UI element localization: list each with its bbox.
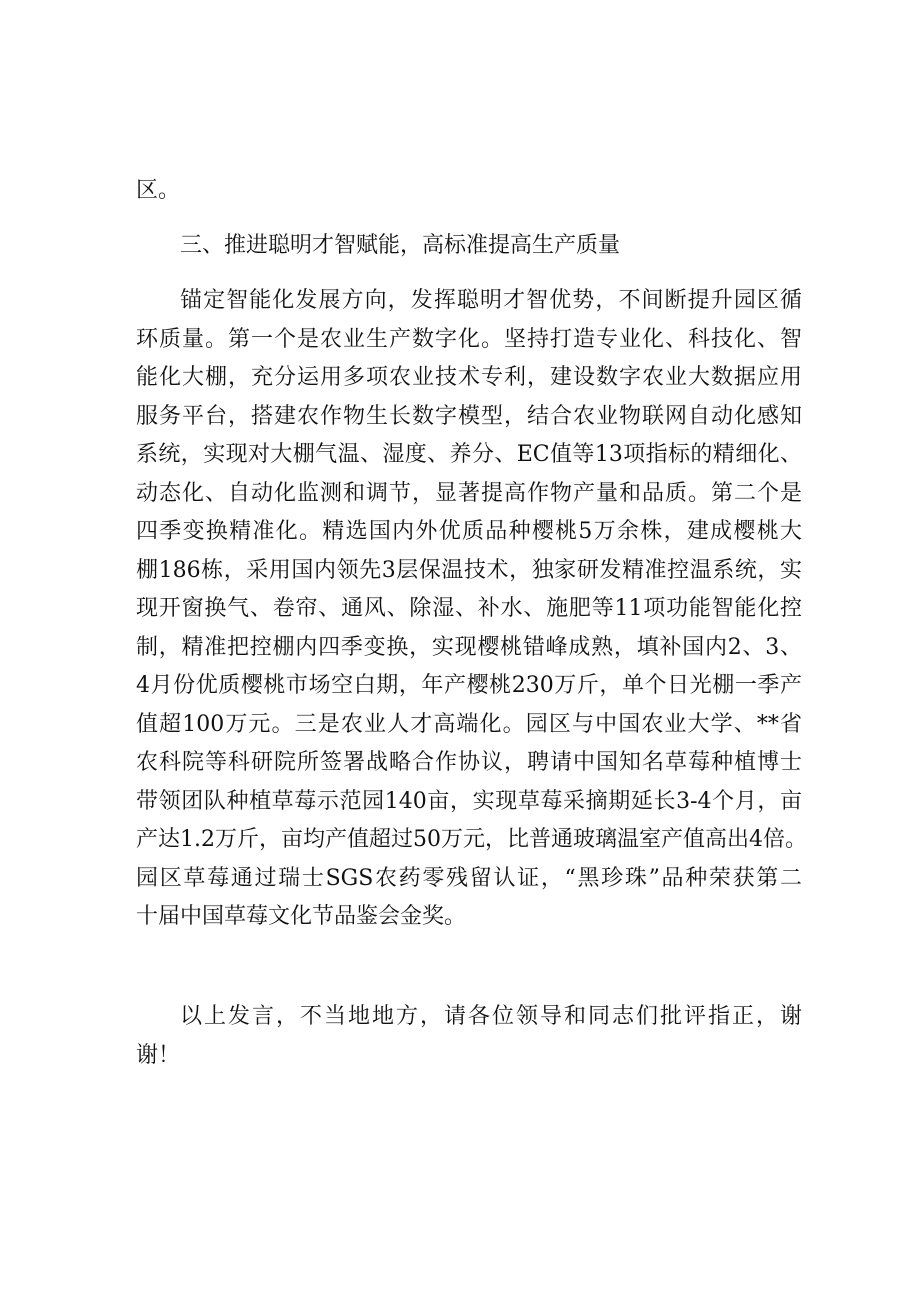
paragraph-line: 谢！: [136, 1042, 181, 1068]
paragraph-line: 现开窗换气、卷帘、通风、除湿、补水、施肥等11项功能智能化控: [136, 596, 802, 621]
paragraph-line: 农科院等科研院所签署战略合作协议，聘请中国知名草莓种植博士: [136, 750, 802, 775]
closing-paragraph: [136, 998, 802, 1075]
paragraph-line: 值超100万元。三是农业人才高端化。园区与中国农业大学、**省: [136, 711, 802, 737]
paragraph-line: 以上发言，不当地地方，请各位领导和同志们批评指正，谢: [180, 1004, 802, 1029]
paragraph-line: 4月份优质樱桃市场空白期，年产樱桃230万斤，单个日光棚一季产: [136, 673, 802, 698]
paragraph-line: 棚186栋，采用国内领先3层保温技术，独家研发精准控温系统，实: [136, 557, 802, 583]
section-heading: [136, 227, 802, 266]
paragraph-line: 制，精准把控棚内四季变换，实现樱桃错峰成熟，填补国内2、3、: [136, 634, 802, 660]
paragraph-line: 带领团队种植草莓示范园140亩，实现草莓采摘期延长3-4个月，亩: [136, 788, 802, 814]
paragraph-line: 环质量。第一个是农业生产数字化。坚持打造专业化、科技化、智: [136, 326, 802, 352]
carryover-paragraph: [136, 172, 802, 211]
body-paragraph: [136, 282, 807, 937]
paragraph-line: 服务平台，搭建农作物生长数字模型，结合农业物联网自动化感知: [136, 403, 802, 429]
paragraph-line: 锚定智能化发展方向，发挥聪明才智优势，不间断提升园区循: [180, 288, 802, 313]
paragraph-line: 十届中国草莓文化节品鉴会金奖。: [136, 904, 467, 929]
paragraph-line: 能化大棚，充分运用多项农业技术专利，建设数字农业大数据应用: [136, 365, 802, 390]
paragraph-line: 四季变换精准化。精选国内外优质品种樱桃5万余株，建成樱桃大: [136, 519, 802, 544]
paragraph-line: 产达1.2万斤，亩均产值超过50万元，比普通玻璃温室产值高出4倍。: [136, 827, 807, 852]
paragraph-line: 区。: [136, 178, 181, 203]
paragraph-line: 动态化、自动化监测和调节，显著提高作物产量和品质。第二个是: [136, 480, 802, 506]
heading-text: 三、推进聪明才智赋能，高标准提高生产质量: [180, 233, 621, 258]
paragraph-line: 园区草莓通过瑞士SGS农药零残留认证，“黑珍珠”品种荣获第二: [136, 865, 802, 891]
paragraph-line: 系统，实现对大棚气温、湿度、养分、EC值等13项指标的精细化、: [136, 442, 802, 467]
